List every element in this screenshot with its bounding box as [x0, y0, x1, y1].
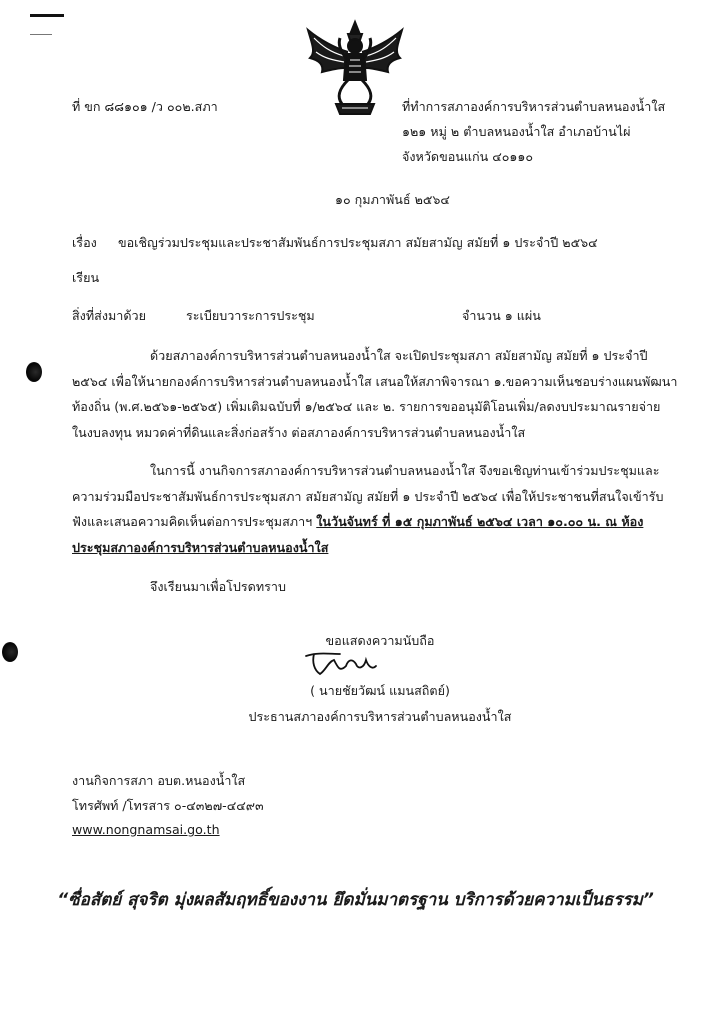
contact-department: งานกิจการสภา อบต.หนองน้ำใส [72, 773, 246, 788]
body-line: ท้องถิ่น (พ.ศ.๒๕๖๑-๒๕๖๕) เพิ่มเติมฉบับที่ ๑/๒๕๖๔ และ ๒. รายการขออนุมัติโอนเพิ่ม/ลดงบประมาณรายจ่าย [72, 399, 661, 414]
attachment-label: สิ่งที่ส่งมาด้วย [72, 308, 146, 323]
attachment-item: ระเบียบวาระการประชุม [186, 308, 315, 323]
body-line [72, 509, 648, 535]
meeting-venue-emphasis: ประชุมสภาองค์การบริหารส่วนตำบลหนองน้ำใส [72, 539, 329, 555]
punch-hole-top [26, 362, 42, 382]
letter-date: ๑๐ กุมภาพันธ์ ๒๕๖๔ [335, 192, 450, 207]
punch-hole-bottom [2, 642, 18, 662]
organization-motto: “ซื่อสัตย์ สุจริต มุ่งผลสัมฤทธิ์ของงาน ยึดมั่นมาตรฐาน บริการด้วยความเป็นธรรม” [57, 890, 654, 910]
signatory-name: ( นายชัยวัฒน์ แมนสถิตย์) [310, 683, 450, 698]
body-line: ในงบลงทุน หมวดค่าที่ดินและสิ่งก่อสร้าง ต่อสภาองค์การบริหารส่วนตำบลหนองน้ำใส [72, 424, 526, 440]
contact-phone: โทรศัพท์ /โทรสาร ๐-๔๓๒๗-๔๔๙๓ [72, 798, 264, 813]
signatory-position: ประธานสภาองค์การบริหารส่วนตำบลหนองน้ำใส [248, 709, 512, 724]
attachment-quantity: จำนวน ๑ แผ่น [462, 308, 541, 323]
body-line: ๒๕๖๔ เพื่อให้นายกองค์การบริหารส่วนตำบลหนองน้ำใส เสนอให้สภาพิจารณา ๑.ขอความเห็นชอบร่างแผนพัฒนา [72, 373, 678, 389]
body-line: ในการนี้ งานกิจการสภาองค์การบริหารส่วนตำบลหนองน้ำใส จึงขอเชิญท่านเข้าร่วมประชุมและ [150, 463, 660, 478]
handwritten-signature-icon [300, 648, 380, 678]
closing-line: จึงเรียนมาเพื่อโปรดทราบ [150, 579, 286, 594]
regards-line: ขอแสดงความนับถือ [325, 633, 435, 648]
meeting-datetime-emphasis: ในวันจันทร์ ที่ ๑๕ กุมภาพันธ์ ๒๕๖๔ เวลา ๑๐.๐๐ น. ณ ห้อง [316, 514, 644, 529]
website-link[interactable]: www.nongnamsai.go.th [72, 822, 220, 837]
body-paragraph-1 [72, 343, 678, 445]
body-line: ความร่วมมือประชาสัมพันธ์การประชุมสภา สมัยสามัญ สมัยที่ ๑ ประจำปี ๒๕๖๔ เพื่อให้ประชาชนที่สนใจเข้ารับ [72, 488, 664, 504]
office-address-line1: ที่ทำการสภาองค์การบริหารส่วนตำบลหนองน้ำใส [402, 99, 666, 114]
scan-mark-faint [30, 34, 52, 35]
salutation-label: เรียน [72, 270, 100, 285]
garuda-emblem-icon [300, 18, 410, 118]
subject-text: ขอเชิญร่วมประชุมและประชาสัมพันธ์การประชุมสภา สมัยสามัญ สมัยที่ ๑ ประจำปี ๒๕๖๔ [118, 235, 598, 250]
body-line: ด้วยสภาองค์การบริหารส่วนตำบลหนองน้ำใส จะเปิดประชุมสภา สมัยสามัญ สมัยที่ ๑ ประจำปี [150, 348, 648, 363]
body-paragraph-2 [72, 458, 664, 560]
body-line [72, 535, 648, 561]
office-address-line3: จังหวัดขอนแก่น ๔๐๑๑๐ [402, 149, 534, 164]
scan-mark [30, 14, 64, 17]
body-text: ฟังและเสนอความคิดเห็นต่อการประชุมสภาฯ [72, 514, 317, 529]
subject-label: เรื่อง [72, 235, 97, 250]
reference-number: ที่ ขก ๘๘๑๐๑ /ว ๐๐๒.สภา [72, 99, 218, 114]
office-address-line2: ๑๒๑ หมู่ ๒ ตำบลหนองน้ำใส อำเภอบ้านไผ่ [402, 124, 631, 139]
